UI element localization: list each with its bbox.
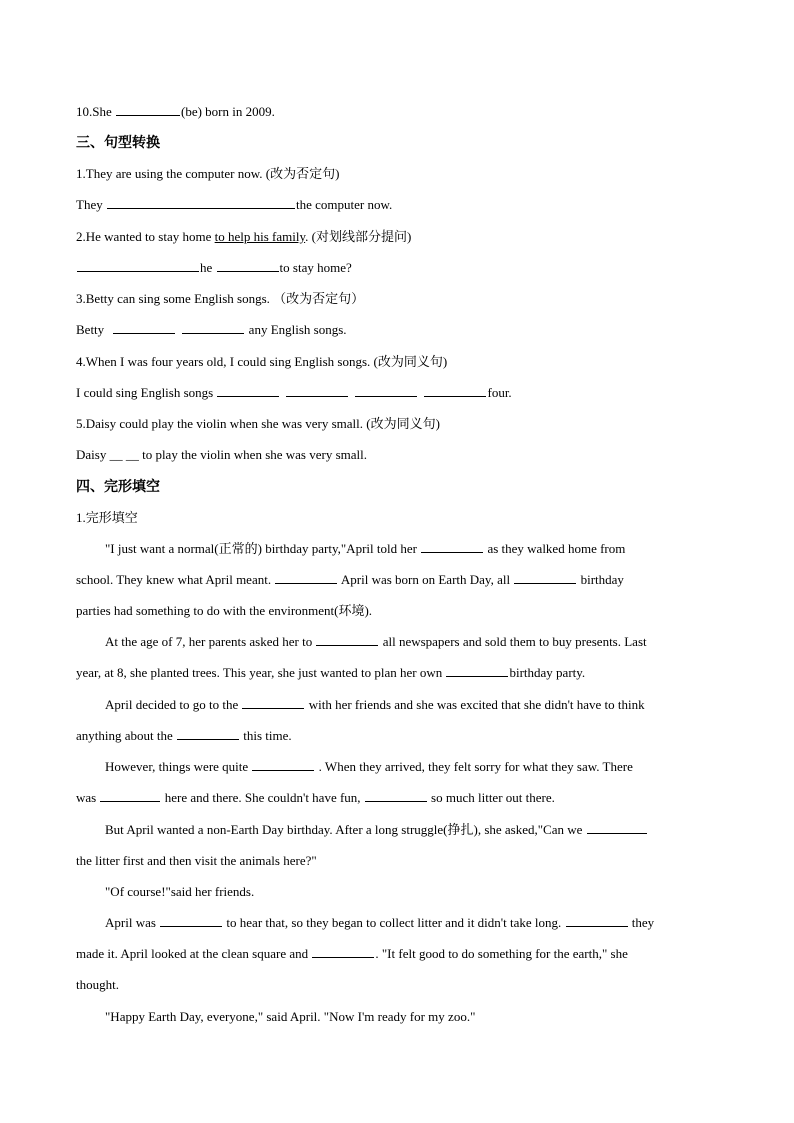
cloze-blank[interactable] [421, 541, 483, 553]
cloze-line: "Happy Earth Day, everyone," said April. "Now I'm ready for my zoo." [105, 1009, 476, 1024]
cloze-blank[interactable] [316, 634, 378, 646]
cloze-line [105, 541, 724, 557]
answer-suffix: the computer now. [295, 197, 393, 212]
transform-a1 [76, 197, 724, 213]
transform-q3: 3.Betty can sing some English songs. （改为否定句） [76, 291, 365, 306]
cloze-blank[interactable] [252, 759, 314, 771]
answer-blank[interactable] [217, 260, 279, 272]
cloze-blank[interactable] [160, 915, 222, 927]
passage-text: "I just want a normal(正常的) birthday party,"April told her [105, 541, 421, 556]
question-text: 10.She [76, 104, 115, 119]
answer-text: he [200, 260, 216, 275]
passage-text: . "It felt good to do something for the earth," she [375, 946, 628, 961]
answer-prefix: I could sing English songs [76, 385, 217, 400]
answer-prefix: They [76, 197, 106, 212]
transform-a3 [76, 322, 724, 338]
passage-text: April decided to go to the [105, 697, 242, 712]
answer-suffix: to stay home? [279, 260, 352, 275]
passage-text: they [628, 915, 655, 930]
cloze-line: thought. [76, 977, 119, 992]
passage-text: school. They knew what April meant. [76, 572, 275, 587]
passage-text: However, things were quite [105, 759, 252, 774]
cloze-line [76, 790, 724, 806]
cloze-line [105, 915, 724, 931]
cloze-blank[interactable] [446, 665, 508, 677]
answer-suffix: four. [487, 385, 512, 400]
passage-text: as they walked home from [484, 541, 626, 556]
cloze-line: "Of course!"said her friends. [105, 884, 255, 899]
passage-text: to hear that, so they began to collect litter and it didn't take long. [223, 915, 565, 930]
cloze-blank[interactable] [514, 572, 576, 584]
answer-blank[interactable] [107, 197, 295, 209]
answer-blank[interactable] [424, 385, 486, 397]
transform-a2 [76, 260, 724, 276]
answer-blank[interactable] [182, 322, 244, 334]
transform-a5: Daisy __ __ to play the violin when she was very small. [76, 447, 368, 462]
answer-blank[interactable] [116, 104, 180, 116]
passage-text: April was born on Earth Day, all [338, 572, 514, 587]
question-text: 2.He wanted to stay home [76, 229, 215, 244]
answer-blank[interactable] [77, 260, 199, 272]
passage-text: all newspapers and sold them to buy presents. Last [379, 634, 647, 649]
section-4-title: 四、完形填空 [76, 479, 160, 495]
passage-text: birthday [577, 572, 624, 587]
section-3-title: 三、句型转换 [76, 135, 160, 151]
passage-text: here and there. She couldn't have fun, [161, 790, 364, 805]
cloze-blank[interactable] [566, 915, 628, 927]
cloze-subtitle: 1.完形填空 [76, 510, 138, 525]
answer-blank[interactable] [286, 385, 348, 397]
answer-suffix: any English songs. [245, 322, 347, 337]
question-text: . (对划线部分提问) [305, 229, 412, 244]
answer-blank[interactable] [113, 322, 175, 334]
answer-blank[interactable] [355, 385, 417, 397]
passage-text: . When they arrived, they felt sorry for what they saw. There [315, 759, 633, 774]
transform-q2 [76, 229, 724, 245]
passage-text: But April wanted a non-Earth Day birthday. After a long struggle(挣扎), she asked,"Can we [105, 822, 586, 837]
passage-text: anything about the [76, 728, 177, 743]
transform-q4: 4.When I was four years old, I could sing English songs. (改为同义句) [76, 354, 448, 369]
cloze-line [105, 822, 724, 838]
cloze-line [76, 728, 724, 744]
question-text: (be) born in 2009. [181, 104, 275, 119]
transform-q5: 5.Daisy could play the violin when she was very small. (改为同义句) [76, 416, 440, 431]
cloze-line: parties had something to do with the environment(环境). [76, 603, 373, 618]
passage-text: birthday party. [509, 665, 586, 680]
passage-text: At the age of 7, her parents asked her to [105, 634, 316, 649]
transform-q1: 1.They are using the computer now. (改为否定句) [76, 166, 340, 181]
cloze-line [105, 697, 724, 713]
cloze-blank[interactable] [312, 946, 374, 958]
transform-a4 [76, 385, 724, 401]
answer-prefix: Betty [76, 322, 108, 337]
cloze-blank[interactable] [177, 728, 239, 740]
cloze-blank[interactable] [587, 822, 647, 834]
underlined-phrase: to help his family [214, 229, 306, 244]
cloze-line [76, 665, 724, 681]
cloze-line [105, 759, 724, 775]
cloze-blank[interactable] [242, 697, 304, 709]
passage-text: April was [105, 915, 160, 930]
cloze-blank[interactable] [100, 790, 160, 802]
cloze-line [76, 572, 724, 588]
passage-text: with her friends and she was excited that she didn't have to think [305, 697, 645, 712]
cloze-blank[interactable] [365, 790, 427, 802]
passage-text: made it. April looked at the clean square and [76, 946, 312, 961]
answer-blank[interactable] [217, 385, 279, 397]
cloze-blank[interactable] [275, 572, 337, 584]
passage-text: so much litter out there. [427, 790, 555, 805]
cloze-line [105, 634, 724, 650]
passage-text: this time. [240, 728, 292, 743]
passage-text: was [76, 790, 100, 805]
passage-text: year, at 8, she planted trees. This year, she just wanted to plan her own [76, 665, 446, 680]
question-10 [76, 104, 724, 120]
cloze-line: the litter first and then visit the animals here?" [76, 853, 317, 868]
cloze-line [76, 946, 724, 962]
